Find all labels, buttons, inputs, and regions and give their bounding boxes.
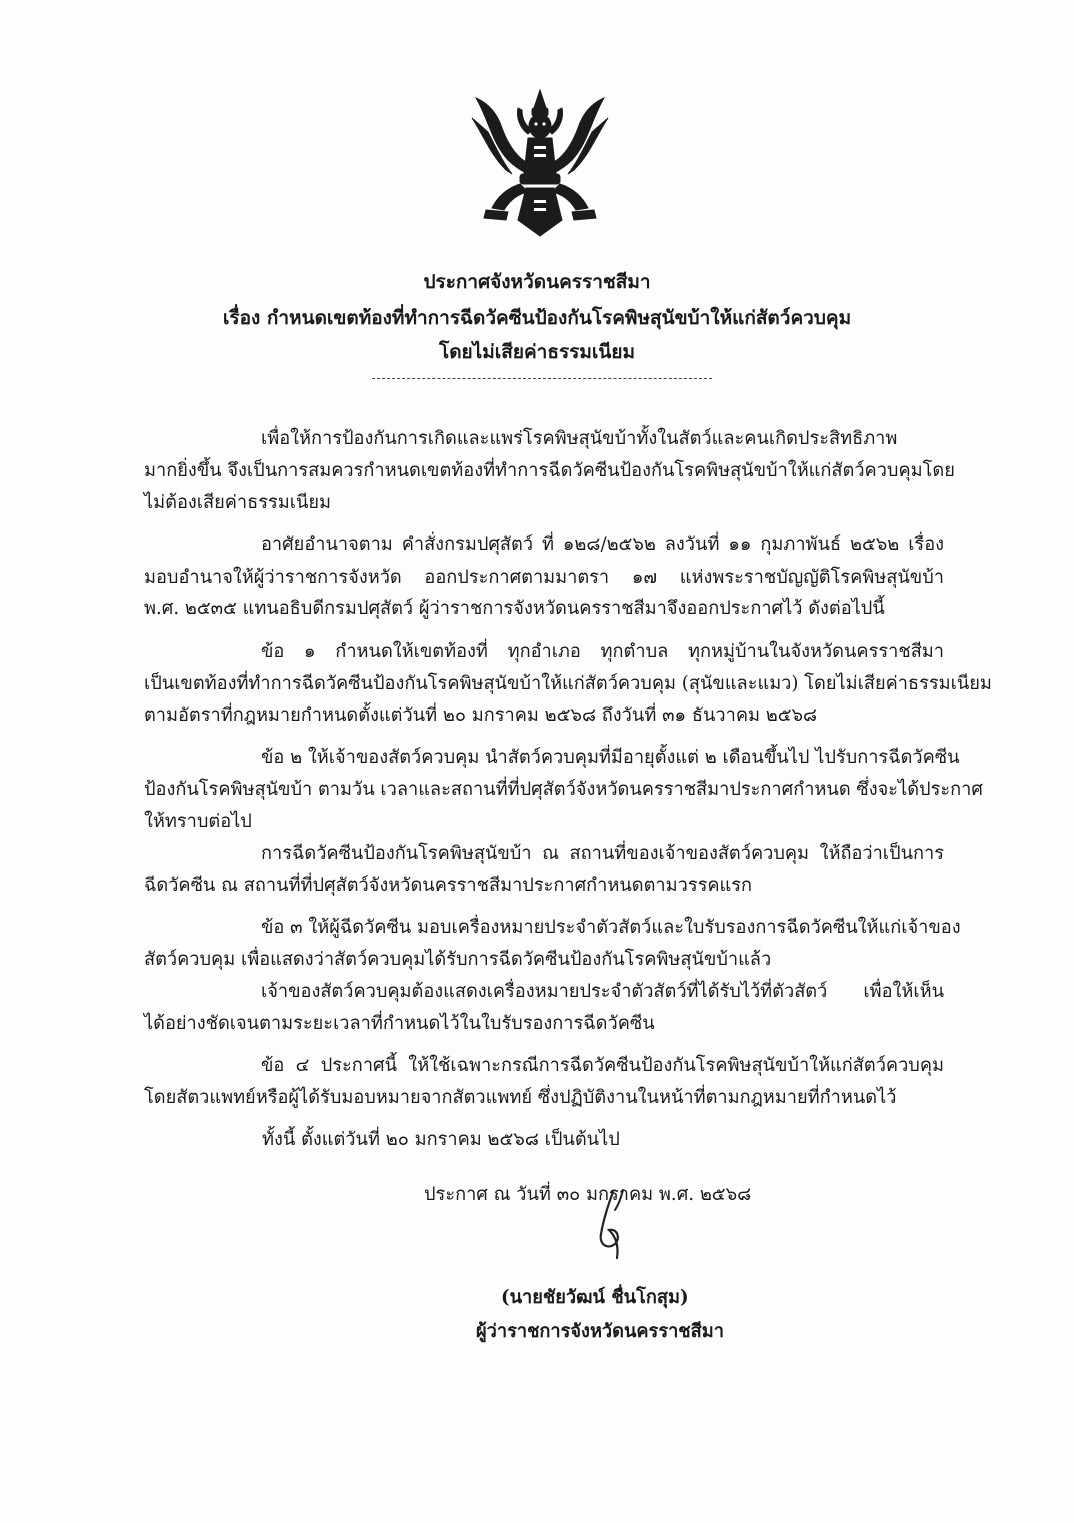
p1-line-3: ไม่ต้องเสียค่าธรรมเนียม <box>144 492 332 513</box>
p3-line-1: ข้อ ๑ กำหนดให้เขตท้องที่ ทุกอำเภอ ทุกตำบล ทุกหมู่บ้านในจังหวัดนครราชสีมา <box>261 641 944 662</box>
p4-line-1: ข้อ ๒ ให้เจ้าของสัตว์ควบคุม นำสัตว์ควบคุมที่มีอายุตั้งแต่ ๒ เดือนขึ้นไป ไปรับการฉีดวัคซีน <box>261 747 960 768</box>
p1-line-2: มากยิ่งขึ้น จึงเป็นการสมควรกำหนดเขตท้องที่ทำการฉีดวัคซีนป้องกันโรคพิษสุนัขบ้าให้แก่สัตว์ควบคุมโดย <box>144 460 955 481</box>
p4-line-3: ให้ทราบต่อไป <box>144 811 252 832</box>
p6-line-1: ข้อ ๓ ให้ผู้ฉีดวัคซีน มอบเครื่องหมายประจำตัวสัตว์และใบรับรองการฉีดวัคซีนให้แก่เจ้าของ <box>261 917 961 938</box>
announcement-subject-cont: โดยไม่เสียค่าธรรมเนียม <box>438 341 636 363</box>
p3-line-3: ตามอัตราที่กฎหมายกำหนดตั้งแต่วันที่ ๒๐ มกราคม ๒๕๖๘ ถึงวันที่ ๓๑ ธันวาคม ๒๕๖๘ <box>144 705 818 726</box>
announcement-subject: เรื่อง กำหนดเขตท้องที่ทำการฉีดวัคซีนป้องกันโรคพิษสุนัขบ้าให้แก่สัตว์ควบคุม <box>222 307 852 329</box>
title-divider <box>372 378 712 379</box>
p7-line-2: ได้อย่างชัดเจนตามระยะเวลาที่กำหนดไว้ในใบรับรองการฉีดวัคซีน <box>144 1013 655 1034</box>
handwritten-signature <box>585 1188 645 1268</box>
announcement-title: ประกาศจังหวัดนครราชสีมา <box>423 271 651 293</box>
p5-line-1: การฉีดวัคซีนป้องกันโรคพิษสุนัขบ้า ณ สถานที่ของเจ้าของสัตว์ควบคุม ให้ถือว่าเป็นการ <box>261 843 944 864</box>
garuda-emblem-icon <box>468 88 612 238</box>
p2-line-2: มอบอำนาจให้ผู้ว่าราชการจังหวัด ออกประกาศตามมาตรา ๑๗ แห่งพระราชบัญญัติโรคพิษสุนัขบ้า <box>144 567 944 588</box>
p8-line-1: ข้อ ๔ ประกาศนี้ ให้ใช้เฉพาะกรณีการฉีดวัคซีนป้องกันโรคพิษสุนัขบ้าให้แก่สัตว์ควบคุม <box>261 1055 944 1076</box>
p3-line-2: เป็นเขตท้องที่ทำการฉีดวัคซีนป้องกันโรคพิษสุนัขบ้าให้แก่สัตว์ควบคุม (สุนัขและแมว) โดยไม่เสียค่าธรรมเนียม <box>144 673 992 694</box>
p4-line-2: ป้องกันโรคพิษสุนัขบ้า ตามวัน เวลาและสถานที่ที่ปศุสัตว์จังหวัดนครราชสีมาประกาศกำหนด ซึ่งจะได้ประกาศ <box>144 779 983 800</box>
p8-line-2: โดยสัตวแพทย์หรือผู้ได้รับมอบหมายจากสัตวแพทย์ ซึ่งปฏิบัติงานในหน้าที่ตามกฎหมายที่กำหนดไว้ <box>144 1087 897 1108</box>
p2-line-3: พ.ศ. ๒๕๓๕ แทนอธิบดีกรมปศุสัตว์ ผู้ว่าราชการจังหวัดนครราชสีมาจึงออกประกาศไว้ ดังต่อไปนี้ <box>144 598 885 619</box>
signatory-position: ผู้ว่าราชการจังหวัดนครราชสีมา <box>476 1321 724 1342</box>
p2-line-1: อาศัยอำนาจตาม คำสั่งกรมปศุสัตว์ ที่ ๑๒๘/๒๕๖๒ ลงวันที่ ๑๑ กุมภาพันธ์ ๒๕๖๒ เรื่อง <box>261 534 944 555</box>
p7-line-1: เจ้าของสัตว์ควบคุมต้องแสดงเครื่องหมายประจำตัวสัตว์ที่ได้รับไว้ที่ตัวสัตว์ เพื่อให้เห็น <box>261 981 944 1002</box>
p9-line: ทั้งนี้ ตั้งแต่วันที่ ๒๐ มกราคม ๒๕๖๘ เป็นต้นไป <box>262 1129 620 1150</box>
p5-line-2: ฉีดวัคซีน ณ สถานที่ที่ปศุสัตว์จังหวัดนครราชสีมาประกาศกำหนดตามวรรคแรก <box>144 875 753 896</box>
p6-line-2: สัตว์ควบคุม เพื่อแสดงว่าสัตว์ควบคุมได้รับการฉีดวัคซีนป้องกันโรคพิษสุนัขบ้าแล้ว <box>144 949 772 970</box>
signatory-name: (นายชัยวัฒน์ ชื่นโกสุม) <box>501 1287 689 1308</box>
announcement-date: ประกาศ ณ วันที่ ๓๐ มกราคม พ.ศ. ๒๕๖๘ <box>424 1184 752 1205</box>
p1-line-1: เพื่อให้การป้องกันการเกิดและแพร่โรคพิษสุนัขบ้าทั้งในสัตว์และคนเกิดประสิทธิภาพ <box>261 428 898 449</box>
